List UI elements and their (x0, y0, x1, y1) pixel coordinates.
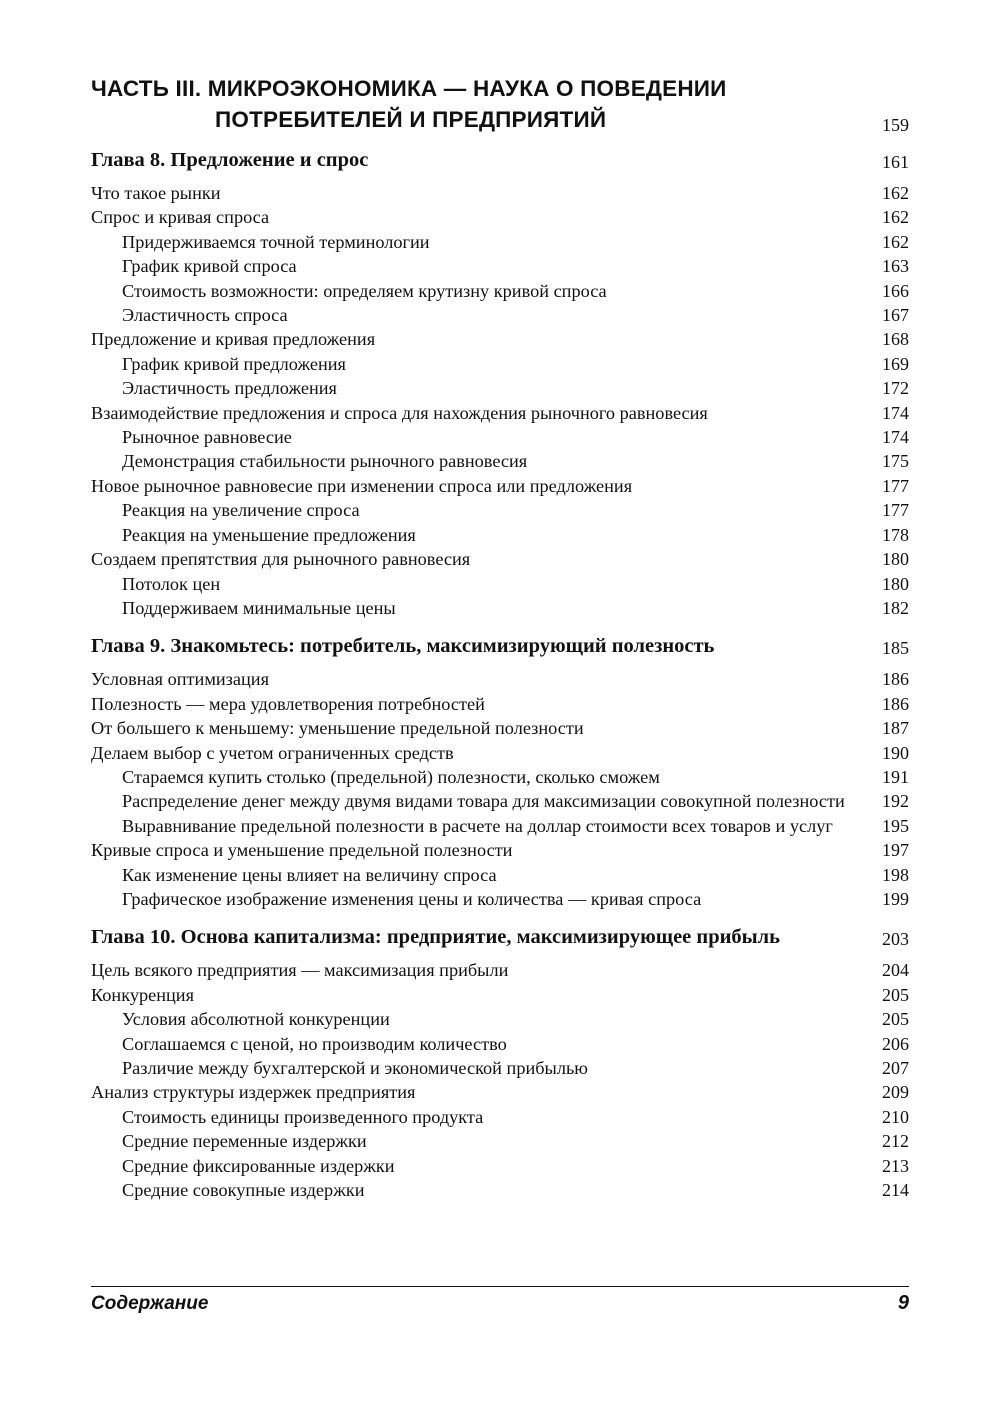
toc-entry-page: 213 (882, 1155, 909, 1176)
toc-entry-text: Распределение денег между двумя видами товара для максимизации совокупной полезности (122, 791, 845, 812)
toc-entry (91, 181, 909, 205)
toc-entry-text: Эластичность предложения (122, 378, 337, 399)
toc-entry-text: Стараемся купить столько (предельной) полезности, сколько сможем (122, 766, 660, 787)
toc-entry-page: 162 (882, 231, 909, 252)
toc-entry-page: 198 (882, 864, 909, 885)
toc-entry-page: 212 (882, 1131, 909, 1152)
toc-entry-page: 178 (882, 524, 909, 545)
toc-entry-page: 180 (882, 573, 909, 594)
running-footer-title: Содержание (91, 1293, 209, 1314)
toc-entry-text: Кривые спроса и уменьшение предельной полезности (91, 840, 513, 861)
toc-entry-text: Демонстрация стабильности рыночного равновесия (122, 451, 528, 472)
toc-entry-text: Выравнивание предельной полезности в расчете на доллар стоимости всех товаров и услуг (122, 815, 833, 836)
toc-subentry (91, 376, 909, 400)
toc-entry-text: Создаем препятствия для рыночного равновесия (91, 549, 471, 570)
toc-entry-page: 168 (882, 329, 909, 350)
toc-entry-text: Реакция на увеличение спроса (122, 500, 360, 521)
toc-entry-text: Взаимодействие предложения и спроса для нахождения рыночного равновесия (91, 402, 708, 423)
toc-subentry (91, 1105, 909, 1129)
toc-entry-text: Потолок цен (122, 573, 221, 594)
toc-subentry (91, 814, 909, 838)
toc-entry-page: 169 (882, 353, 909, 374)
toc-entry (91, 667, 909, 691)
toc-entry-text: Анализ структуры издержек предприятия (91, 1082, 416, 1103)
toc-subentry (91, 279, 909, 303)
toc-entry-text: Различие между бухгалтерской и экономической прибылью (122, 1058, 588, 1078)
toc-entry (91, 958, 909, 982)
toc-entry-page: 207 (882, 1058, 909, 1078)
toc-entry-text: Средние фиксированные издержки (122, 1155, 395, 1176)
toc-subentry (91, 863, 909, 887)
toc-entry-text: Предложение и кривая предложения (91, 329, 376, 350)
toc-subentry (91, 352, 909, 376)
toc-subentry (91, 1178, 909, 1202)
toc-subentry (91, 596, 909, 620)
toc-entry-page: 204 (882, 960, 909, 981)
chapter-title: Глава 9. Знакомьтесь: потребитель, максимизирующий полезность (91, 635, 715, 658)
footer-page-number: 9 (897, 1292, 909, 1314)
toc-entry-text: Стоимость единицы произведенного продукта (122, 1106, 484, 1127)
toc-entry (91, 741, 909, 765)
toc-entry-page: 187 (882, 718, 909, 739)
chapter-page-number: 203 (882, 929, 909, 950)
toc-subentry (91, 498, 909, 522)
toc-subentry (91, 887, 909, 911)
toc-entry-page: 174 (882, 402, 909, 423)
toc-entry (91, 205, 909, 229)
toc-subentry (91, 1056, 909, 1080)
toc-entry (91, 692, 909, 716)
toc-entry (91, 327, 909, 351)
toc-entry-text: Поддерживаем минимальные цены (122, 597, 396, 618)
toc-subentry (91, 789, 909, 813)
part-page-number: 159 (882, 115, 909, 135)
toc-entry-page: 191 (882, 766, 909, 787)
toc-subentry (91, 425, 909, 449)
toc-entry-text: Эластичность спроса (122, 305, 288, 326)
part-title-line-1: ЧАСТЬ III. МИКРОЭКОНОМИКА — НАУКА О ПОВЕДЕНИИ (91, 76, 727, 101)
toc-entry (91, 547, 909, 571)
toc-entry (91, 474, 909, 498)
toc-entry-page: 192 (882, 791, 909, 812)
toc-entry-page: 167 (882, 305, 909, 326)
toc-entry-page: 210 (882, 1106, 909, 1127)
toc-subentry (91, 523, 909, 547)
toc-entry (91, 716, 909, 740)
toc-entry-text: Стоимость возможности: определяем крутизну кривой спроса (122, 280, 607, 301)
toc-entry-page: 163 (882, 256, 909, 277)
chapter-page-number: 185 (882, 638, 909, 659)
toc-entry-text: Средние переменные издержки (122, 1131, 367, 1152)
toc-entry-text: Придерживаемся точной терминологии (122, 231, 430, 252)
toc-entry-page: 205 (882, 984, 909, 1005)
toc-entry-page: 197 (882, 840, 909, 861)
chapter-heading (91, 926, 909, 954)
toc-page (91, 0, 909, 1412)
toc-entry-text: От большего к меньшему: уменьшение предельной полезности (91, 718, 584, 739)
toc-entry-text: Полезность — мера удовлетворения потребностей (91, 693, 485, 714)
toc-entry (91, 983, 909, 1007)
toc-entry-page: 174 (882, 427, 909, 448)
toc-entry-page: 206 (882, 1033, 909, 1054)
toc-subentry (91, 1154, 909, 1178)
chapter-heading (91, 635, 909, 663)
toc-entry (91, 401, 909, 425)
toc-entry-page: 186 (882, 669, 909, 690)
toc-entry-text: График кривой спроса (122, 256, 297, 277)
chapter-title: Глава 10. Основа капитализма: предприятие, максимизирующее прибыль (91, 926, 781, 949)
toc-entry-page: 175 (882, 451, 909, 472)
table-of-contents (91, 149, 909, 1202)
toc-entry-text: Рыночное равновесие (122, 427, 292, 448)
toc-subentry (91, 1129, 909, 1153)
toc-entry-page: 199 (882, 888, 909, 909)
toc-subentry (91, 1032, 909, 1056)
toc-subentry (91, 765, 909, 789)
toc-entry-text: Средние совокупные издержки (122, 1180, 365, 1201)
toc-entry-text: Реакция на уменьшение предложения (122, 524, 416, 545)
chapter-title: Глава 8. Предложение и спрос (91, 149, 369, 171)
toc-subentry (91, 230, 909, 254)
toc-entry-page: 209 (882, 1082, 909, 1103)
toc-entry-page: 214 (882, 1180, 909, 1201)
toc-subentry (91, 449, 909, 473)
toc-entry-page: 182 (882, 597, 909, 618)
toc-entry-page: 177 (882, 500, 909, 521)
toc-entry-page: 162 (882, 207, 909, 228)
toc-entry-page: 177 (882, 475, 909, 496)
toc-entry-text: График кривой предложения (122, 353, 346, 374)
toc-entry-text: Цель всякого предприятия — максимизация прибыли (91, 960, 509, 981)
toc-entry-text: Новое рыночное равновесие при изменении спроса или предложения (91, 475, 633, 496)
chapter-page-number: 161 (882, 152, 909, 172)
toc-entry-page: 186 (882, 693, 909, 714)
chapter-heading (91, 149, 909, 177)
toc-subentry (91, 572, 909, 596)
part-heading (91, 74, 909, 140)
toc-entry-text: Графическое изображение изменения цены и количества — кривая спроса (122, 888, 702, 909)
toc-entry-text: Как изменение цены влияет на величину спроса (122, 864, 497, 885)
toc-entry-page: 180 (882, 549, 909, 570)
part-title-line-2: ПОТРЕБИТЕЛЕЙ И ПРЕДПРИЯТИЙ (215, 107, 607, 132)
toc-entry-page: 172 (882, 378, 909, 399)
toc-entry-text: Конкуренция (91, 984, 194, 1005)
toc-entry (91, 838, 909, 862)
toc-entry-page: 195 (882, 815, 909, 836)
toc-entry-text: Соглашаемся с ценой, но производим количество (122, 1033, 507, 1054)
toc-entry-text: Делаем выбор с учетом ограниченных средств (91, 742, 454, 763)
footer-divider (91, 1286, 909, 1287)
toc-entry (91, 1080, 909, 1104)
toc-entry-text: Условия абсолютной конкуренции (122, 1009, 390, 1030)
toc-entry-page: 205 (882, 1009, 909, 1030)
toc-subentry (91, 254, 909, 278)
toc-subentry (91, 1007, 909, 1031)
toc-entry-page: 190 (882, 742, 909, 763)
toc-entry-text: Что такое рынки (91, 183, 221, 203)
toc-subentry (91, 303, 909, 327)
toc-entry-text: Условная оптимизация (91, 669, 269, 690)
toc-entry-page: 166 (882, 280, 909, 301)
toc-entry-text: Спрос и кривая спроса (91, 207, 270, 228)
toc-entry-page: 162 (882, 183, 909, 203)
